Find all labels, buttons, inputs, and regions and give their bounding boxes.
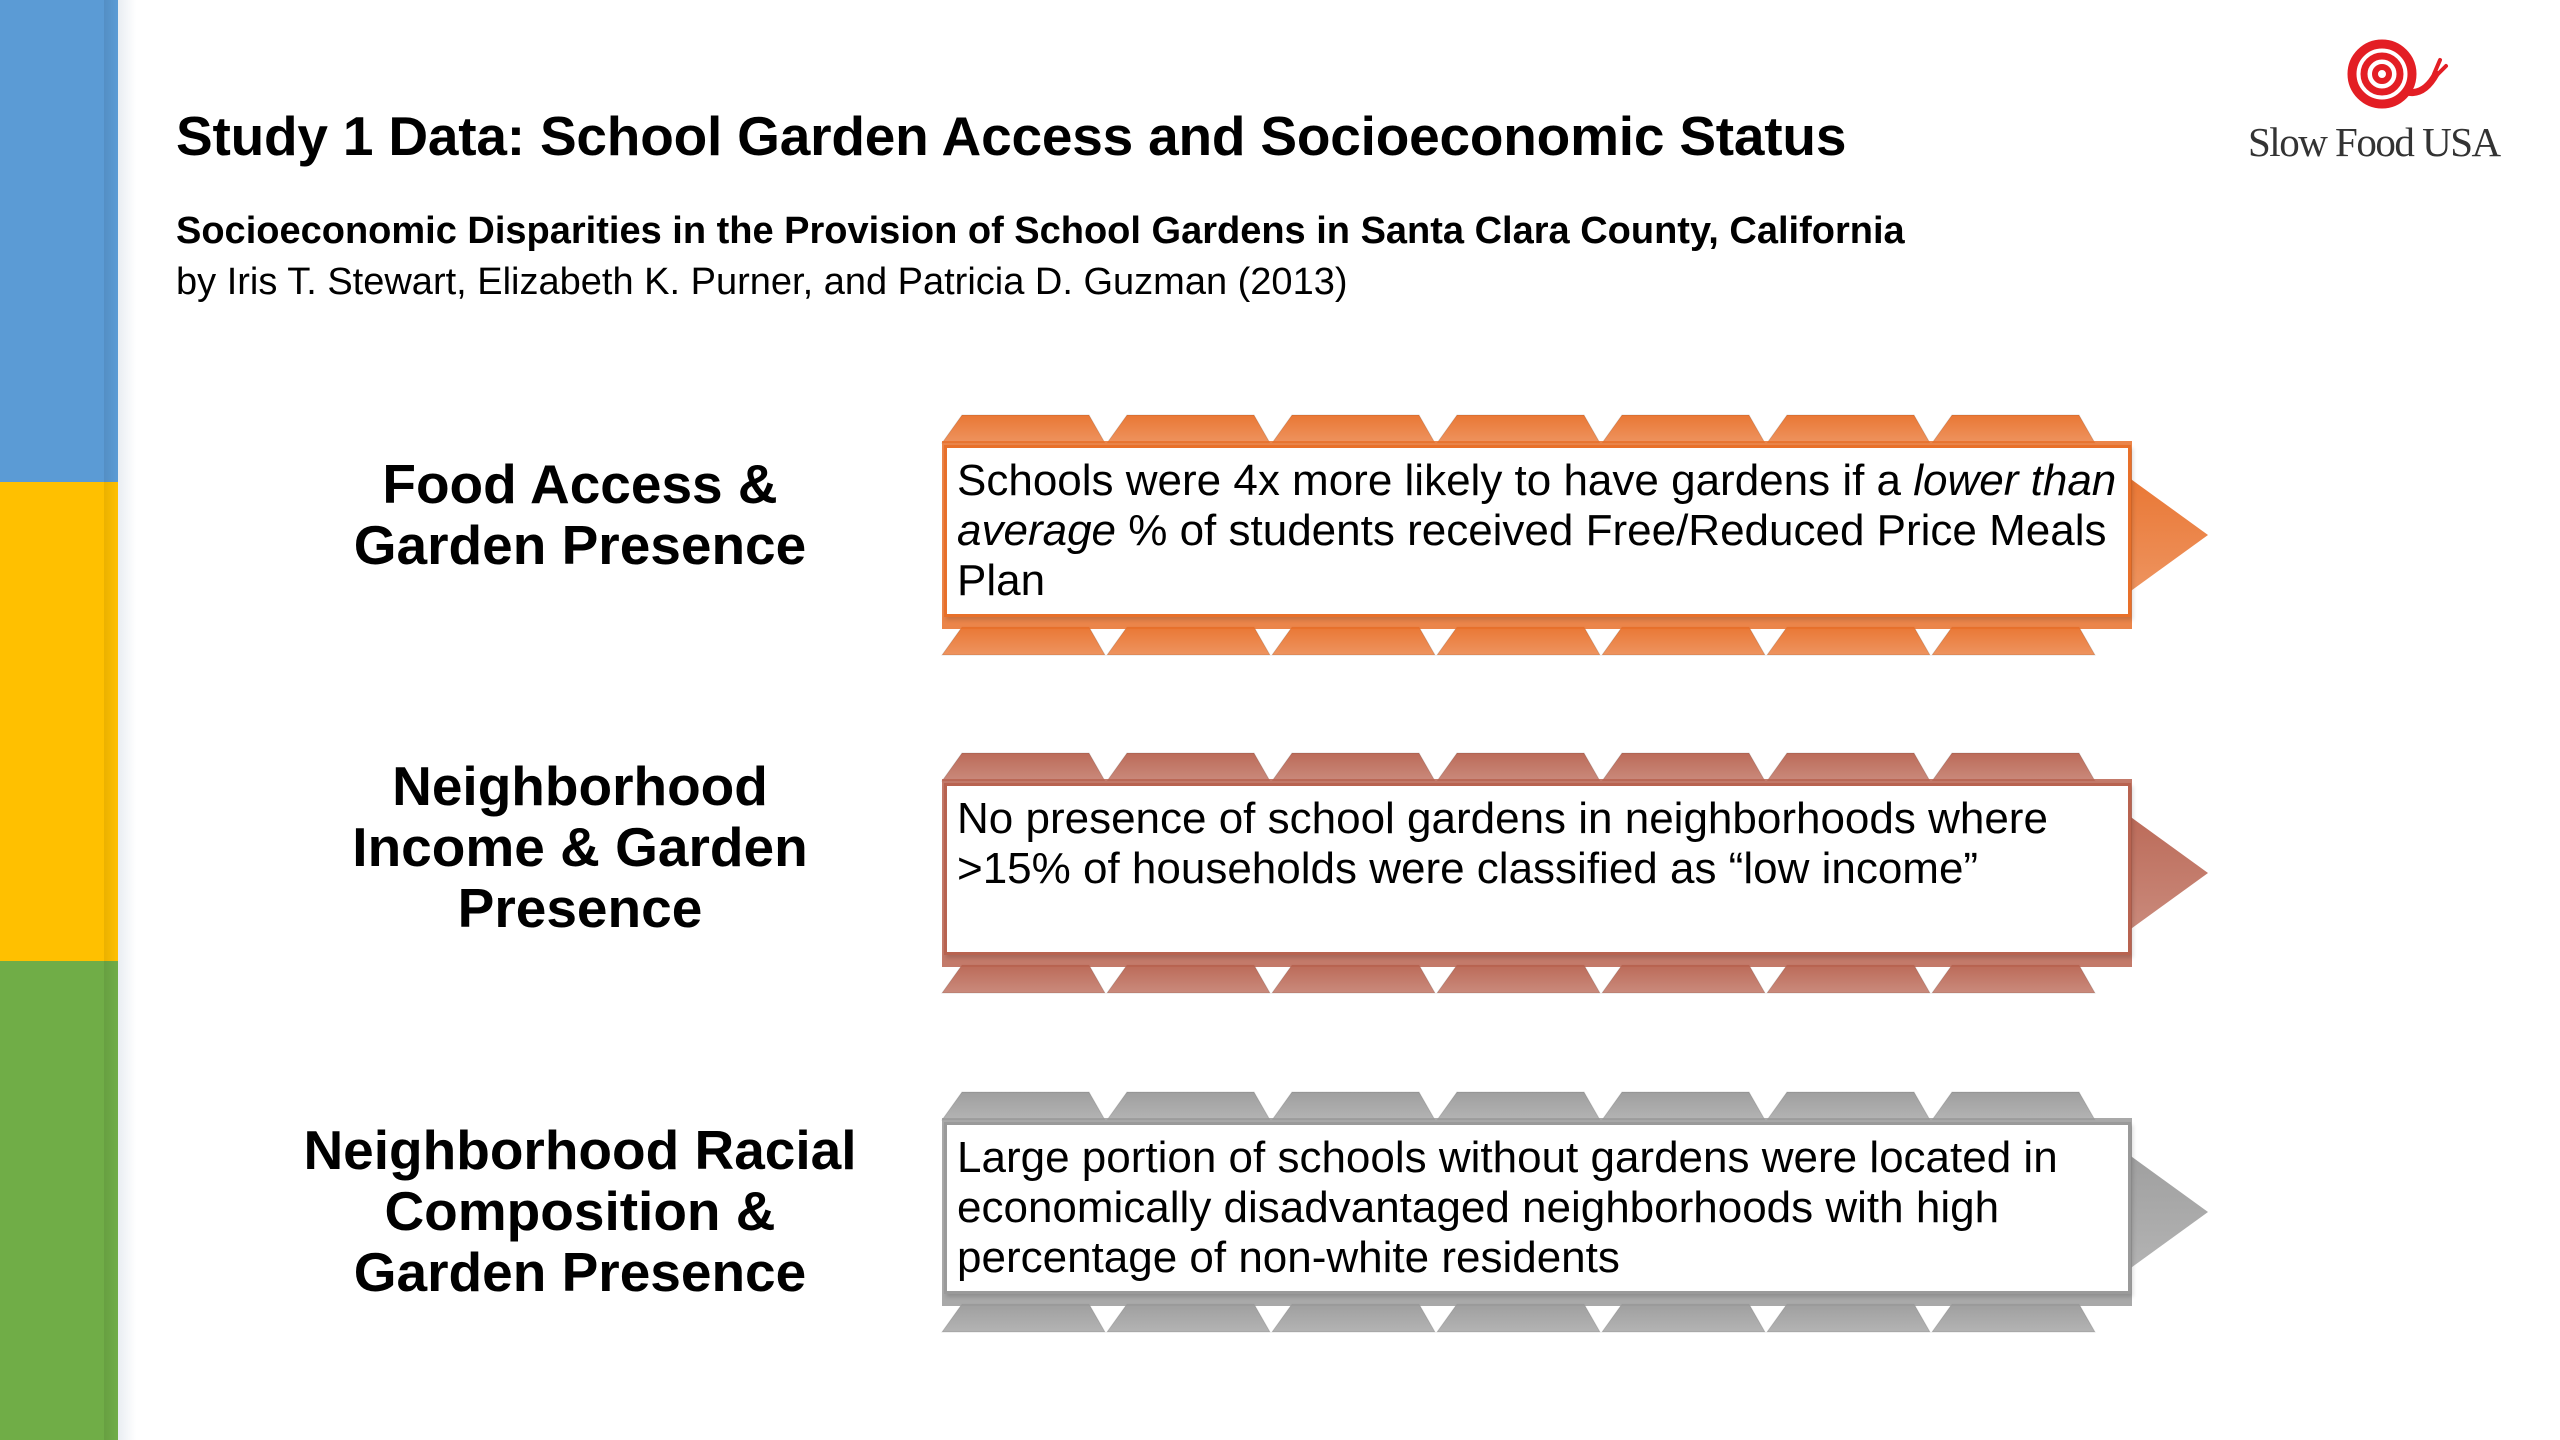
chevron-segment [1272,415,1435,443]
chevron-segment [1767,1304,1930,1332]
row-label-line: Food Access & [382,453,778,515]
side-bar-green [0,961,118,1440]
chevron-segment [1437,1092,1600,1120]
chevron-segment [942,753,1105,781]
side-bar-blue [0,0,118,482]
finding-box-racial-composition [944,1122,2131,1294]
chevron-segment [1767,753,1930,781]
row-label-line: Neighborhood [392,755,768,817]
finding-text: Large portion of schools without gardens were located in economically disadvantaged neighborhoods with high percentage of non-white residents [957,1133,2058,1282]
chevron-segment [1107,753,1270,781]
chevron-segment [1932,1304,2095,1332]
slide-title: Study 1 Data: School Garden Access and Socioeconomic Status [176,105,1847,167]
logo-wordmark: Slow Food USA [2248,119,2500,165]
chevron-segment [942,415,1105,443]
finding-text-emphasis: lower than average [957,456,2117,555]
chevron-segment [1932,753,2095,781]
side-bar-edge [118,0,136,1440]
finding-text: No presence of school gardens in neighborhoods where >15% of households were classified as “low income” [957,794,2048,893]
chevron-segment [1272,627,1435,655]
chevron-segment [1932,627,2095,655]
chevron-segment [1437,627,1600,655]
chevron-segment [942,1092,1105,1120]
chevron-segment [942,1304,1105,1332]
study-title: Socioeconomic Disparities in the Provision of School Gardens in Santa Clara County, California [176,210,1905,252]
arrow-head [2128,1154,2208,1270]
row-label-line: Garden Presence [353,1241,807,1303]
chevron-segment [1602,965,1765,993]
chevron-segment [1767,627,1930,655]
chevron-segment [1932,415,2095,443]
chevron-segment [1767,965,1930,993]
arrow-head [2128,477,2208,593]
chevron-segment [1602,415,1765,443]
row-label-line: Garden Presence [353,514,807,576]
chevron-segment [1272,753,1435,781]
chevron-segment [1602,1092,1765,1120]
slow-food-logo [2248,26,2548,166]
chevron-segment [1437,1304,1600,1332]
chevron-segment [1767,1092,1930,1120]
finding-text: Schools were 4x more likely to have gardens if a [957,456,1914,505]
snail-icon [2340,30,2450,120]
chevron-segment [942,627,1105,655]
finding-box-food-access [944,445,2131,617]
chevron-segment [1932,1092,2095,1120]
chevron-segment [942,965,1105,993]
chevron-segment [1437,753,1600,781]
chevron-segment [1437,415,1600,443]
row-label-food-access [280,454,880,576]
study-authors: by Iris T. Stewart, Elizabeth K. Purner, and Patricia D. Guzman (2013) [176,261,1348,303]
arrow-head [2128,815,2208,931]
chevron-segment [1932,965,2095,993]
row-label-neighborhood-income [280,756,880,939]
chevron-segment [1272,1304,1435,1332]
chevron-segment [1107,1304,1270,1332]
chevron-segment [1602,753,1765,781]
chevron-segment [1602,627,1765,655]
row-label-line: Income & Garden [352,816,808,878]
row-label-line: Neighborhood Racial [303,1119,857,1181]
chevron-segment [1272,965,1435,993]
chevron-segment [1767,415,1930,443]
side-bar-yellow [0,482,118,961]
chevron-segment [1107,415,1270,443]
chevron-segment [1272,1092,1435,1120]
chevron-segment [1107,627,1270,655]
finding-text: % of students received Free/Reduced Price Meals Plan [957,506,2107,605]
row-label-racial-composition [280,1120,880,1303]
chevron-segment [1107,965,1270,993]
chevron-segment [1437,965,1600,993]
row-label-line: Composition & [384,1180,776,1242]
chevron-segment [1107,1092,1270,1120]
finding-box-neighborhood-income [944,783,2131,955]
row-label-line: Presence [457,877,703,939]
chevron-segment [1602,1304,1765,1332]
